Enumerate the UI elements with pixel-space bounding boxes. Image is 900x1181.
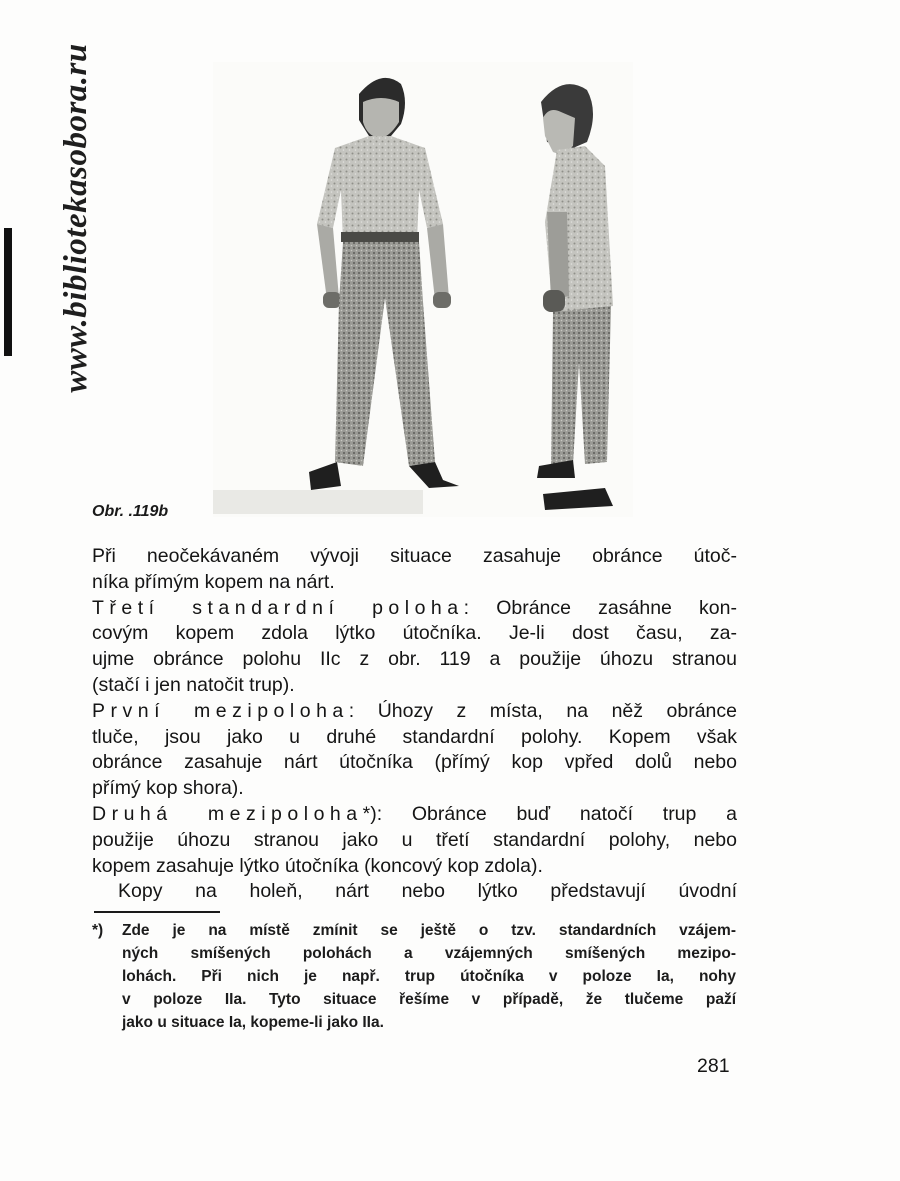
body-text bbox=[92, 544, 737, 905]
section-heading: První mezipoloha bbox=[92, 699, 349, 722]
text-line bbox=[92, 699, 737, 725]
text-fragment: : Obránce zasáhne kon- bbox=[463, 596, 737, 619]
text-line: níka přímým kopem na nárt. bbox=[92, 570, 335, 593]
text-fragment: : Úhozy z místa, na něž obránce bbox=[348, 699, 737, 722]
footnote-line: v poloze IIa. Tyto situace řešíme v případě, že tlučeme paží bbox=[122, 991, 736, 1008]
figure-caption: Obr. .119b bbox=[92, 503, 169, 520]
watermark: www.bibliotekasobora.ru bbox=[58, 43, 94, 393]
scan-edge-mark bbox=[4, 228, 12, 356]
text-line: (stačí i jen natočit trup). bbox=[92, 673, 295, 696]
footnote-line: jako u situace Ia, kopeme-li jako IIa. bbox=[122, 1014, 384, 1031]
text-line: Kopy na holeň, nárt nebo lýtko představují úvodní bbox=[118, 880, 737, 903]
text-line: kopem zasahuje lýtko útočníka (koncový kop zdola). bbox=[92, 854, 543, 877]
footnote bbox=[92, 919, 736, 1034]
footnote-line: lohách. Při nich je např. trup útočníka v poloze Ia, nohy bbox=[122, 968, 736, 985]
person-side-view bbox=[537, 84, 613, 510]
text-line bbox=[92, 596, 737, 622]
text-line: obránce zasahuje nárt útočníka (přímý kop vpřed dolů nebo bbox=[92, 751, 737, 774]
section-heading: Třetí standardní poloha bbox=[92, 596, 464, 619]
footnote-mark: *) bbox=[92, 922, 104, 939]
text-line: použije úhozu stranou jako u třetí standardní polohy, nebo bbox=[92, 828, 737, 851]
text-fragment: *): Obránce buď natočí trup a bbox=[362, 802, 737, 825]
text-line: tluče, jsou jako u druhé standardní polohy. Kopem však bbox=[92, 725, 737, 748]
text-line: přímý kop shora). bbox=[92, 777, 244, 800]
footnote-divider bbox=[94, 911, 220, 913]
text-line: ujme obránce polohu IIc z obr. 119 a použije úhozu stranou bbox=[92, 648, 737, 671]
text-line bbox=[92, 802, 737, 828]
footnote-line: Zde je na místě zmínit se ještě o tzv. standardních vzájem- bbox=[122, 922, 736, 939]
footnote-line: ných smíšených polohách a vzájemných smíšených mezipo- bbox=[122, 945, 736, 962]
section-heading: Druhá mezipoloha bbox=[92, 802, 363, 825]
text-line: covým kopem zdola lýtko útočníka. Je-li dost času, za- bbox=[92, 622, 737, 645]
figure-photo bbox=[213, 62, 633, 517]
page-number: 281 bbox=[697, 1055, 730, 1077]
person-front-view bbox=[309, 78, 459, 490]
text-line: Při neočekávaném vývoji situace zasahuje obránce útoč- bbox=[92, 545, 737, 567]
